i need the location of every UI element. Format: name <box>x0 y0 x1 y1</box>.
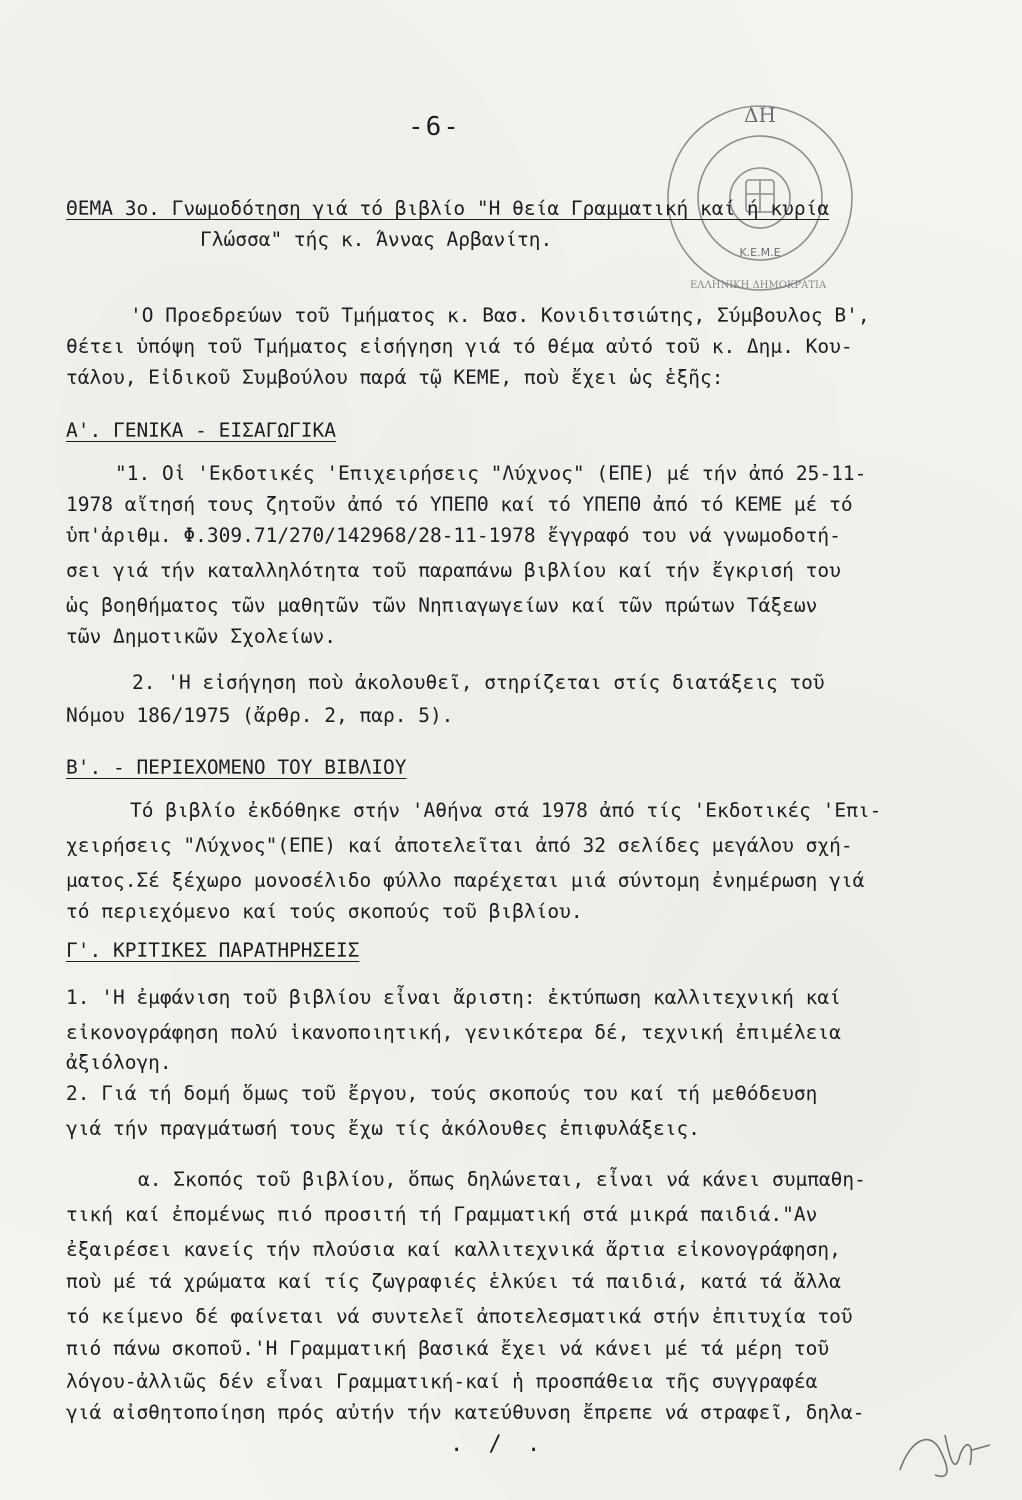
text-line-30: τό κείμενο δέ φαίνεται νά συντελεῖ ἀποτελεσματικά στήν ἐπιτυχία τοῦ <box>66 1305 853 1328</box>
section-c-heading <box>66 935 360 966</box>
section-c-heading-text: Γ'. ΚΡΙΤΙΚΕΣ ΠΑΡΑΤΗΡΗΣΕΙΣ <box>66 939 360 962</box>
signature-icon <box>890 1420 1000 1490</box>
text-line-33: γιά αἰσθητοποίηση πρός αὐτήν τήν κατεύθυνση ἔπρεπε νά στραφεῖ, δηλα- <box>66 1401 865 1424</box>
text-line-25: γιά τήν πραγμάτωσή τους ἔχω τίς ἀκόλουθες ἐπιφυλάξεις. <box>66 1117 700 1140</box>
section-a-heading <box>66 415 336 446</box>
seal-text-bottom: Κ.Ε.Μ.Ε <box>739 246 781 259</box>
text-line-31: πιό πάνω σκοποῦ.'Η Γραμματική βασικά ἔχει νά κάνει μέ τά μέρη τοῦ <box>66 1337 830 1360</box>
text-line-21: 1. 'Η ἐμφάνιση τοῦ βιβλίου εἶναι ἄριστη: ἐκτύπωση καλλιτεχνική καί <box>66 986 841 1009</box>
text-line-29: ποὺ μέ τά χρώματα καί τίς ζωγραφιές ἑλκύει τά παιδιά, κατά τά ἄλλα <box>66 1270 841 1293</box>
text-line-18: ματος.Σέ ξέχωρο μονοσέλιδο φύλλο παρέχεται μιά σύντομη ἐνημέρωση γιά <box>66 869 865 892</box>
text-line-12: τῶν Δημοτικῶν Σχολείων. <box>66 625 337 648</box>
continuation-mark: . / . <box>450 1432 547 1457</box>
seal-text-ring: ΕΛΛΗΝΙΚΗ ΔΗΜΟΚΡΑΤΙΑ <box>690 280 827 291</box>
seal-text-top: ΔΗ <box>744 103 776 127</box>
text-line-22: εἰκονογράφηση πολύ ἱκανοποιητική, γενικότερα δέ, τεχνική ἐπιμέλεια <box>66 1021 841 1044</box>
text-line-2: Γλώσσα" τής κ. Άννας Αρβανίτη. <box>200 228 553 251</box>
page-number: -6- <box>408 112 461 142</box>
text-line-10: σει γιά τήν καταλληλότητα τοῦ παραπάνω βιβλίου καί τήν ἔγκρισή του <box>66 559 841 582</box>
text-line-3: 'Ο Προεδρεύων τοῦ Τμήματος κ. Βασ. Κονιδιτσιώτης, Σύμβουλος Β', <box>130 304 870 327</box>
section-a-heading-text: Α'. ΓΕΝΙΚΑ - ΕΙΣΑΓΩΓΙΚΑ <box>66 419 337 442</box>
text-line-24: 2. Γιά τή δομή ὅμως τοῦ ἔργου, τούς σκοπούς του καί τή μεθόδευση <box>66 1082 818 1105</box>
text-line-28: ἐξαιρέσει κανείς τήν πλούσια καί καλλιτεχνικά ἄρτια εἰκονογράφηση, <box>66 1238 841 1261</box>
section-b-heading <box>66 752 406 783</box>
text-line-14: Νόμου 186/1975 (ἄρθρ. 2, παρ. 5). <box>66 704 454 727</box>
text-line-11: ὡς βοηθήματος τῶν μαθητῶν τῶν Νηπιαγωγείων καί τῶν πρώτων Τάξεων <box>66 594 818 617</box>
text-line-13: 2. 'Η εἰσήγηση ποὺ ἀκολουθεῖ, στηρίζεται στίς διατάξεις τοῦ <box>132 671 825 694</box>
text-line-17: χειρήσεις "Λύχνος"(ΕΠΕ) καί ἀποτελεῖται ἀπό 32 σελίδες μεγάλου σχή- <box>66 834 853 857</box>
text-line-4: θέτει ὑπόψη τοῦ Τμήματος εἰσήγηση γιά τό θέμα αὐτό τοῦ κ. Δημ. Κου- <box>66 335 853 358</box>
section-b-heading-text: Β'. - ΠΕΡΙΕΧΟΜΕΝΟ ΤΟΥ ΒΙΒΛΙΟΥ <box>66 756 407 779</box>
text-line-19: τό περιεχόμενο καί τούς σκοπούς τοῦ βιβλίου. <box>66 900 583 923</box>
text-line-9: ὑπ'ἀριθμ. Φ.309.71/270/142968/28-11-1978 ἔγγραφό του νά γνωμοδοτή- <box>66 524 841 547</box>
text-line-1 <box>66 193 829 224</box>
text-line-7: "1. Οἱ 'Εκδοτικές 'Επιχειρήσεις "Λύχνος" (ΕΠΕ) μέ τήν ἀπό 25-11- <box>115 462 867 485</box>
text-line-5: τάλου, Εἰδικοῦ Συμβούλου παρά τῷ ΚΕΜΕ, ποὺ ἔχει ὡς ἑξῆς: <box>66 366 724 389</box>
line-1-text: ΘΕΜΑ 3ο. Γνωμοδότηση γιά τό βιβλίο "Η θεία Γραμματική καί ή κυρία <box>66 197 830 220</box>
text-line-27: τική καί ἐπομένως πιό προσιτή τή Γραμματική στά μικρά παιδιά."Αν <box>66 1203 818 1226</box>
text-line-8: 1978 αἴτησή τους ζητοῦν ἀπό τό ΥΠΕΠΘ καί τό ΥΠΕΠΘ ἀπό τό ΚΕΜΕ μέ τό <box>66 493 853 516</box>
text-line-16: Τό βιβλίο ἐκδόθηκε στήν 'Αθήνα στά 1978 ἀπό τίς 'Εκδοτικές 'Επι- <box>130 799 882 822</box>
text-line-32: λόγου-ἀλλιῶς δέν εἶναι Γραμματική-καί ἡ προσπάθεια τῆς συγγραφέα <box>66 1370 818 1393</box>
text-line-23: ἀξιόλογη. <box>66 1051 172 1074</box>
text-line-26: α. Σκοπός τοῦ βιβλίου, ὅπως δηλώνεται, εἶναι νά κάνει συμπαθη- <box>138 1168 866 1191</box>
